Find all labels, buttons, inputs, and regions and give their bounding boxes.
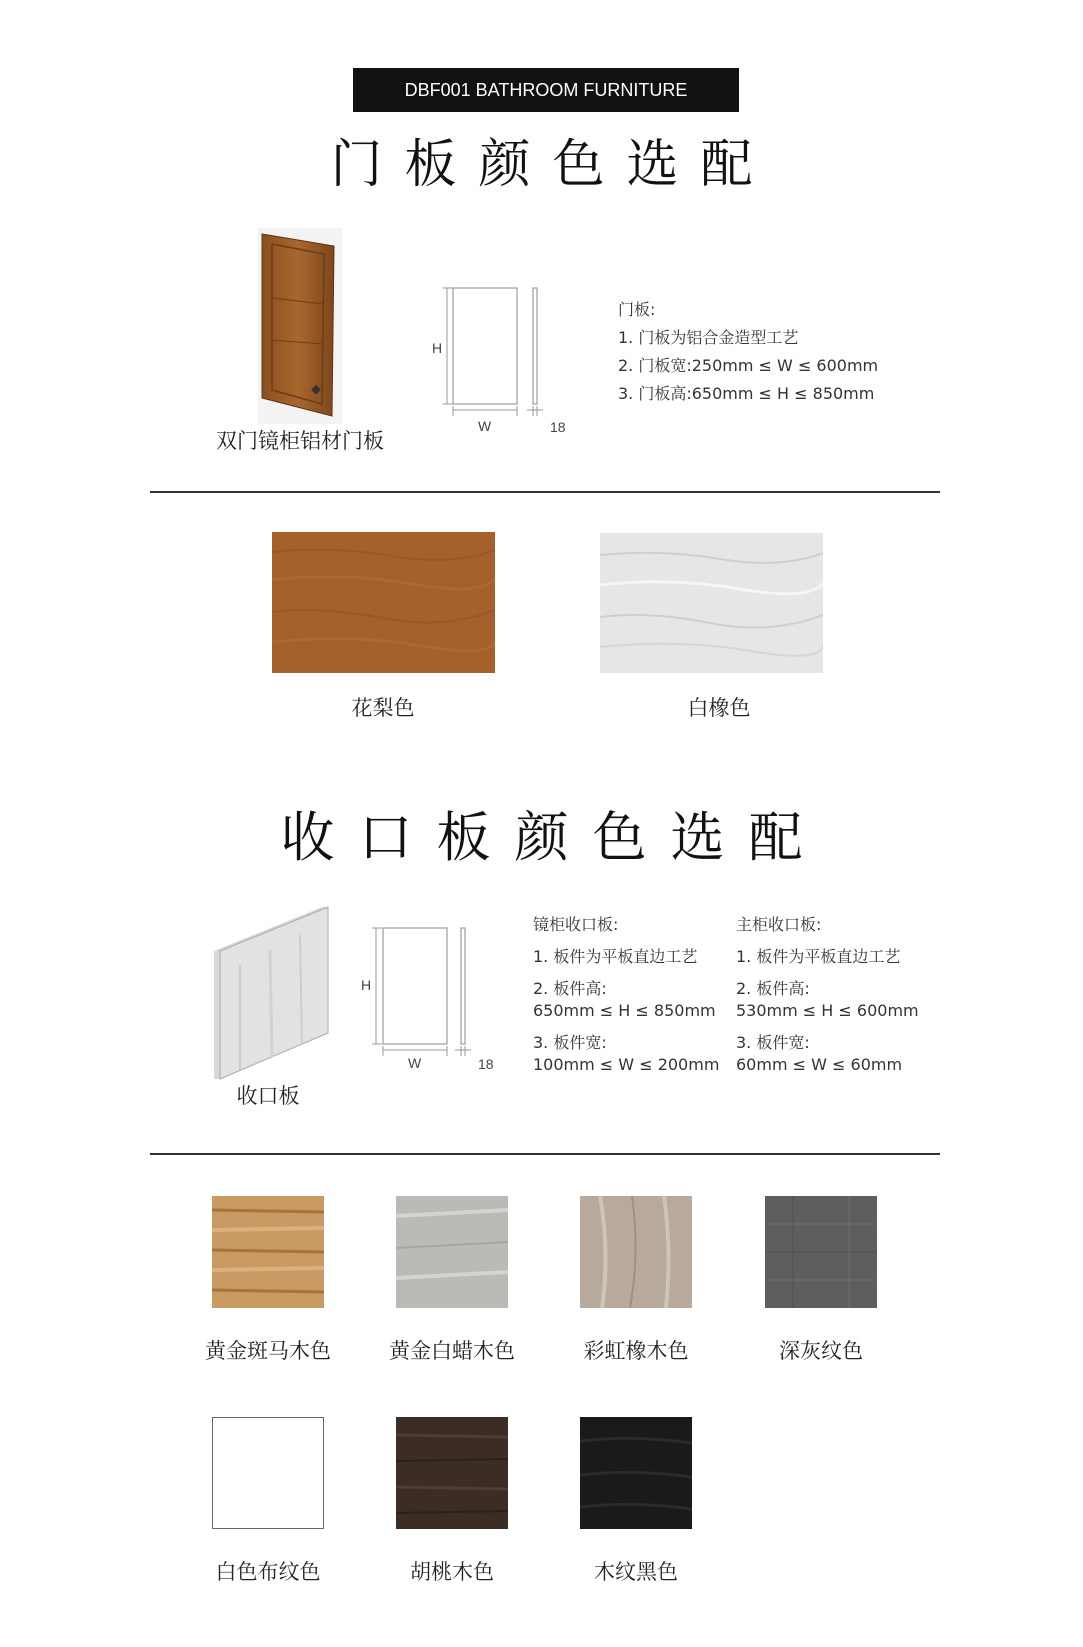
door-spec	[618, 296, 878, 408]
swatch-white-fabric	[212, 1417, 324, 1529]
trim-panel-caption: 收口板	[236, 1084, 300, 1108]
fabric-texture	[765, 1196, 877, 1308]
swatch-walnut	[396, 1417, 508, 1529]
spec-item: 100mm ≤ W ≤ 200mm	[533, 1055, 720, 1074]
spec-item: 1. 板件为平板直边工艺	[736, 947, 901, 966]
door-spec-item: 2. 门板宽:250mm ≤ W ≤ 600mm	[618, 356, 879, 375]
door-dim-w: W	[478, 418, 492, 434]
swatch-baixiang	[600, 533, 823, 673]
wood-grain-texture	[272, 532, 495, 673]
door-dim-t: 18	[550, 419, 566, 435]
spec-mirror-cabinet-trim	[533, 914, 719, 1076]
spec-item: 650mm ≤ H ≤ 850mm	[533, 1001, 716, 1020]
spec-main-cabinet-trim	[736, 914, 919, 1076]
spec-item: 530mm ≤ H ≤ 600mm	[736, 1001, 919, 1020]
spec-heading: 镜柜收口板:	[533, 915, 619, 934]
spec-item: 3. 板件宽:	[736, 1033, 810, 1052]
section-title-trim: 收口板颜色选配	[280, 806, 827, 869]
swatch-golden-zebrawood	[212, 1196, 324, 1308]
wood-grain-texture	[396, 1196, 508, 1308]
door-dim-h: H	[432, 340, 443, 356]
divider	[150, 491, 940, 493]
wood-grain-texture	[396, 1417, 508, 1529]
trim-panel-image	[210, 905, 330, 1085]
divider	[150, 1153, 940, 1155]
door-panel-caption: 双门镜柜铝材门板	[216, 429, 384, 453]
door-spec-heading: 门板:	[618, 300, 656, 319]
wood-grain-texture	[212, 1196, 324, 1308]
swatch-label: 花梨色	[351, 696, 415, 720]
swatch-label: 白橡色	[687, 696, 751, 720]
wood-grain-texture	[600, 533, 823, 673]
door-spec-item: 3. 门板高:650mm ≤ H ≤ 850mm	[618, 384, 875, 403]
swatch-woodgrain-black	[580, 1417, 692, 1529]
swatch-golden-ash	[396, 1196, 508, 1308]
spec-item: 3. 板件宽:	[533, 1033, 607, 1052]
spec-item: 1. 板件为平板直边工艺	[533, 947, 698, 966]
swatch-label: 白色布纹色	[215, 1560, 321, 1584]
swatch-rainbow-oak	[580, 1196, 692, 1308]
spec-item: 2. 板件高:	[736, 979, 810, 998]
section-title-door: 门板颜色选配	[330, 135, 775, 195]
header-banner: DBF001 BATHROOM FURNITURE	[353, 68, 739, 112]
spec-item: 60mm ≤ W ≤ 60mm	[736, 1055, 903, 1074]
wood-grain-texture	[580, 1417, 692, 1529]
wood-grain-texture	[580, 1196, 692, 1308]
swatch-label: 黄金斑马木色	[205, 1339, 331, 1363]
trim-dim-t: 18	[478, 1056, 494, 1072]
door-dimension-diagram	[425, 282, 575, 432]
door-panel-image	[258, 228, 342, 424]
swatch-label: 胡桃木色	[410, 1560, 494, 1584]
spec-item: 2. 板件高:	[533, 979, 607, 998]
door-spec-item: 1. 门板为铝合金造型工艺	[618, 328, 799, 347]
trim-dim-w: W	[408, 1055, 422, 1071]
swatch-huali	[272, 532, 495, 673]
swatch-label: 黄金白蜡木色	[389, 1339, 515, 1363]
swatch-label: 彩虹橡木色	[583, 1339, 689, 1363]
swatch-label: 木纹黑色	[594, 1560, 678, 1584]
swatch-label: 深灰纹色	[779, 1339, 863, 1363]
swatch-dark-grey-texture	[765, 1196, 877, 1308]
spec-heading: 主柜收口板:	[736, 915, 822, 934]
trim-dimension-diagram	[365, 922, 495, 1062]
trim-dim-h: H	[361, 977, 372, 993]
